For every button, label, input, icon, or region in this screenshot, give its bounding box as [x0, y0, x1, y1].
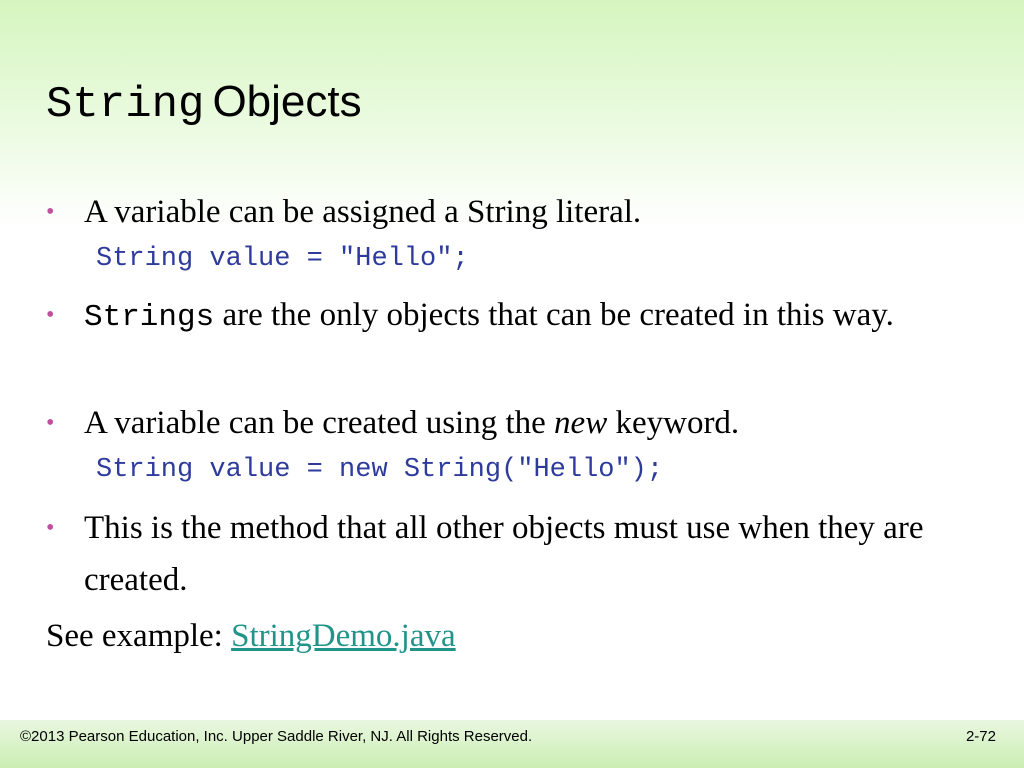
bullet-text-after: keyword. — [615, 405, 740, 441]
bullet-item — [46, 397, 976, 449]
bullet-item — [46, 502, 976, 606]
inline-code: Strings — [84, 300, 215, 335]
see-example-link[interactable]: StringDemo.java — [231, 618, 456, 654]
bullet-dot-icon: • — [46, 410, 55, 436]
bullet-text-body: are the only objects that can be created in this way. — [222, 297, 894, 333]
slide-footer — [0, 720, 1024, 768]
bullet-item — [46, 186, 976, 238]
bullet-dot-icon: • — [46, 515, 55, 541]
footer-copyright: ©2013 Pearson Education, Inc. Upper Saddle River, NJ. All Rights Reserved. — [20, 728, 533, 745]
bullet-text: This is the method that all other objects must use when they are created. — [84, 510, 924, 598]
footer-page-number: 2-72 — [965, 728, 996, 745]
bullet-emphasis: new — [554, 405, 608, 441]
code-line: String value = new String("Hello"); — [96, 455, 664, 485]
bullet-item — [46, 289, 976, 344]
bullet-dot-icon: • — [46, 199, 55, 225]
see-example-label: See example: — [46, 618, 223, 654]
title-text: Objects — [212, 77, 362, 126]
code-line: String value = "Hello"; — [96, 244, 469, 274]
title-code: String — [46, 80, 205, 130]
bullet-text — [84, 289, 976, 344]
bullet-text-before: A variable can be created using the — [84, 405, 546, 441]
bullet-text: A variable can be assigned a String literal. — [84, 194, 642, 230]
bullet-dot-icon: • — [46, 302, 55, 328]
bullet-text — [84, 397, 976, 449]
see-example — [46, 610, 456, 662]
